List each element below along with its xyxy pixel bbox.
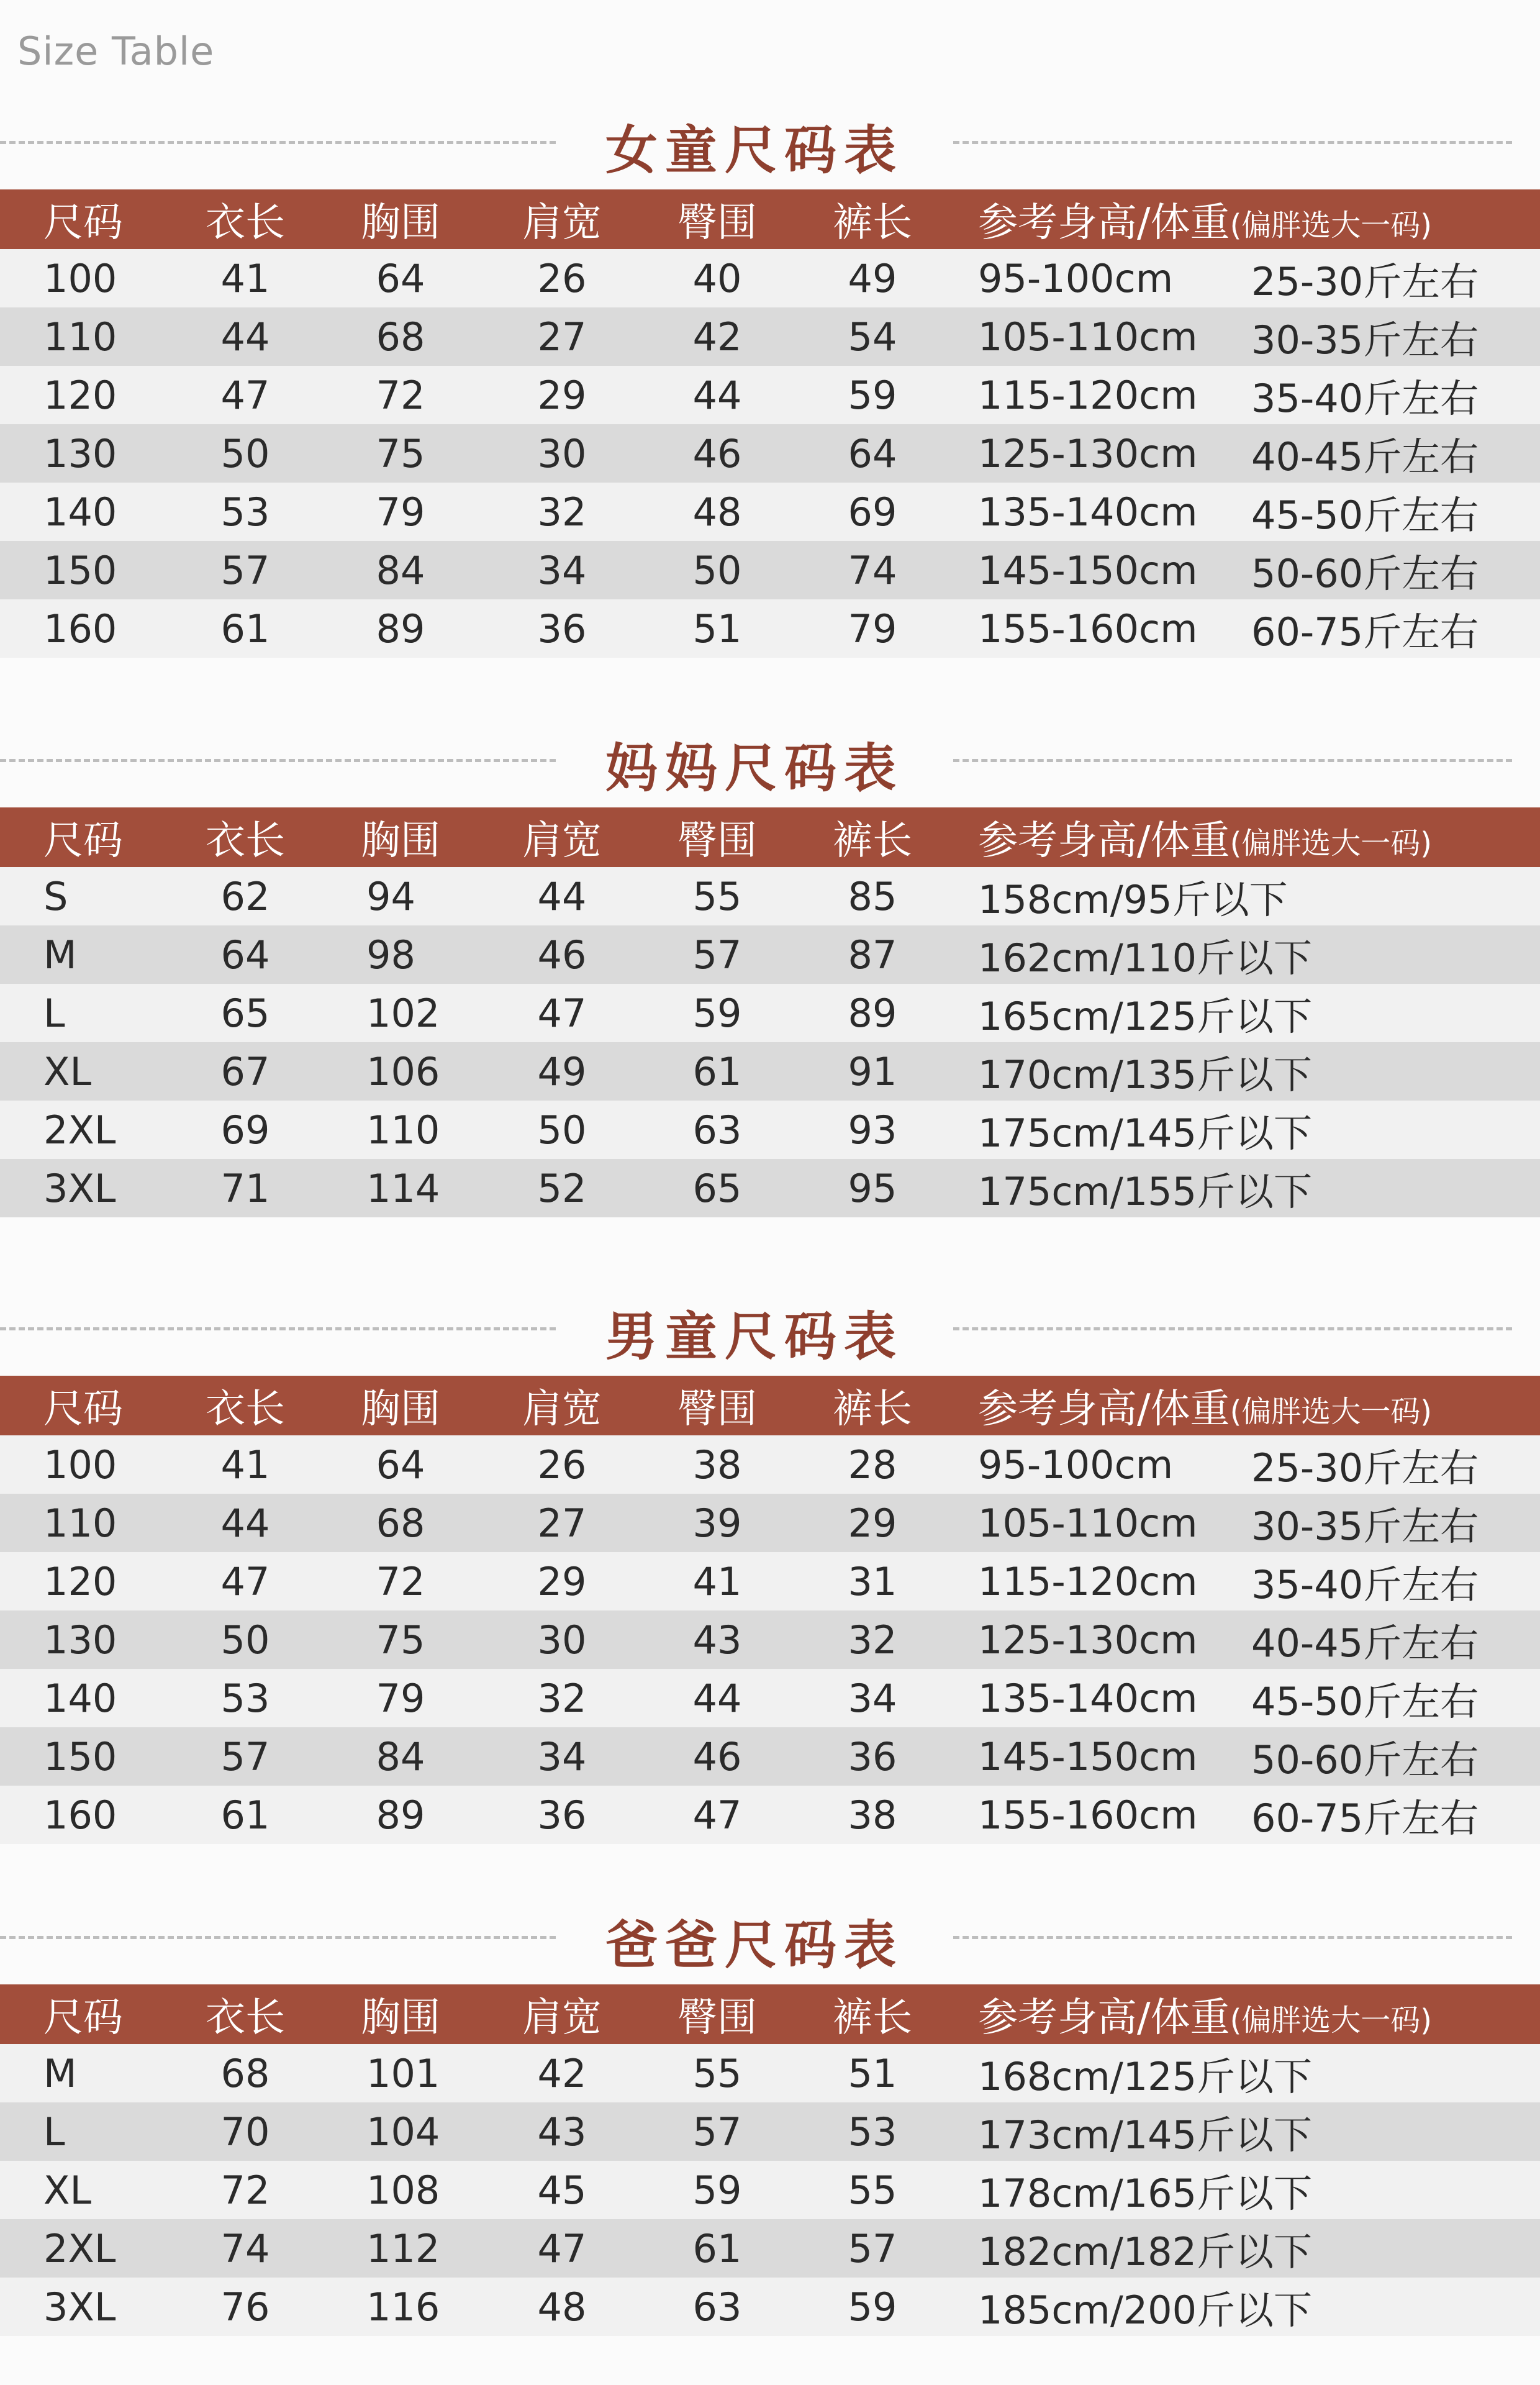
- size-up-note: (偏胖选大一码): [1230, 825, 1433, 861]
- table-row: [0, 249, 1540, 307]
- column-header: 胸围: [361, 1995, 440, 2041]
- table-cell: 57: [692, 2109, 742, 2155]
- column-header: 胸围: [361, 1386, 440, 1432]
- table-cell: 60-75斤左右: [1251, 1795, 1479, 1841]
- table-cell: 32: [537, 1675, 587, 1721]
- table-cell: 110: [366, 1107, 440, 1153]
- table-cell: 57: [692, 932, 742, 978]
- table-cell: XL: [43, 2167, 92, 2213]
- table-cell: 54: [848, 314, 897, 360]
- table-cell: 62: [220, 873, 270, 919]
- table-cell: 42: [537, 2050, 587, 2096]
- table-cell: 140: [43, 1675, 117, 1721]
- table-cell: 84: [376, 1733, 425, 1779]
- table-cell: 64: [376, 255, 425, 301]
- table-cell: 47: [220, 1558, 270, 1604]
- table-cell: 59: [692, 2167, 742, 2213]
- table-cell: 71: [220, 1165, 270, 1211]
- table-cell: 36: [848, 1733, 897, 1779]
- table-cell: 72: [376, 372, 425, 418]
- table-row: [0, 1669, 1540, 1727]
- table-cell: XL: [43, 1048, 92, 1094]
- table-cell: 98: [366, 932, 415, 978]
- table-cell: 87: [848, 932, 897, 978]
- table-cell: 76: [220, 2284, 270, 2330]
- reference-label: 参考身高/体重: [978, 1995, 1230, 2041]
- table-cell: 155-160cm: [978, 606, 1198, 652]
- table-row: [0, 599, 1540, 658]
- table-cell: 43: [537, 2109, 587, 2155]
- table-cell: 85: [848, 873, 897, 919]
- table-cell: 50-60斤左右: [1251, 1737, 1479, 1783]
- column-header: 衣长: [206, 1995, 285, 2041]
- table-cell: 63: [692, 1107, 742, 1153]
- table-cell: 125-130cm: [978, 1617, 1198, 1663]
- table-cell: 26: [537, 1442, 587, 1488]
- table-cell: 36: [537, 1792, 587, 1838]
- table-cell: 75: [376, 430, 425, 476]
- table-cell: 69: [220, 1107, 270, 1153]
- table-cell: 36: [537, 606, 587, 652]
- table-cell: 160: [43, 606, 117, 652]
- table-cell: 74: [848, 547, 897, 593]
- table-cell: 40-45斤左右: [1251, 434, 1479, 479]
- table-cell: 70: [220, 2109, 270, 2155]
- table-cell: M: [43, 2050, 77, 2096]
- table-row: [0, 1435, 1540, 1494]
- table-cell: 46: [537, 932, 587, 978]
- table-cell: 30-35斤左右: [1251, 317, 1479, 363]
- table-header-row: [0, 189, 1540, 249]
- table-row: [0, 2219, 1540, 2278]
- table-cell: 100: [43, 1442, 117, 1488]
- table-row: [0, 1610, 1540, 1669]
- table-cell: 49: [537, 1048, 587, 1094]
- table-cell: 2XL: [43, 2225, 116, 2271]
- table-cell: 29: [848, 1500, 897, 1546]
- table-row: [0, 2102, 1540, 2161]
- table-row: [0, 424, 1540, 483]
- section-title-row: [0, 1283, 1540, 1376]
- table-cell: 55: [692, 2050, 742, 2096]
- table-cell: 64: [376, 1442, 425, 1488]
- table-cell: 44: [220, 1500, 270, 1546]
- table-cell: 44: [692, 1675, 742, 1721]
- section-title-row: [0, 1891, 1540, 1984]
- table-row: [0, 2278, 1540, 2336]
- table-cell: 31: [848, 1558, 897, 1604]
- table-cell: 47: [692, 1792, 742, 1838]
- table-cell: 35-40斤左右: [1251, 1561, 1479, 1607]
- table-cell: 89: [848, 990, 897, 1036]
- table-cell: 68: [376, 314, 425, 360]
- reference-label: 参考身高/体重: [978, 818, 1230, 864]
- table-cell: 27: [537, 1500, 587, 1546]
- table-row: [0, 307, 1540, 366]
- dashed-divider: [0, 759, 556, 762]
- table-cell: 120: [43, 372, 117, 418]
- table-cell: 130: [43, 430, 117, 476]
- table-cell: 145-150cm: [978, 1733, 1198, 1779]
- column-header-reference: [978, 1376, 1432, 1435]
- table-cell: 105-110cm: [978, 314, 1198, 360]
- table-cell: 72: [220, 2167, 270, 2213]
- table-cell: 93: [848, 1107, 897, 1153]
- table-cell: 61: [692, 2225, 742, 2271]
- table-cell: 47: [220, 372, 270, 418]
- table-cell: 32: [537, 489, 587, 535]
- column-header: 肩宽: [522, 818, 602, 864]
- table-header-row: [0, 1984, 1540, 2044]
- table-cell: 47: [537, 990, 587, 1036]
- dashed-divider: [953, 1327, 1512, 1330]
- table-cell: 89: [376, 1792, 425, 1838]
- table-cell: 38: [848, 1792, 897, 1838]
- table-cell: 150: [43, 547, 117, 593]
- column-header: 尺码: [43, 1995, 123, 2041]
- table-cell: 95-100cm: [978, 1442, 1174, 1488]
- column-header: 裤长: [833, 1995, 912, 2041]
- table-cell: 35-40斤左右: [1251, 375, 1479, 421]
- column-header: 胸围: [361, 818, 440, 864]
- table-cell: 65: [220, 990, 270, 1036]
- table-cell: 65: [692, 1165, 742, 1211]
- table-cell: L: [43, 990, 65, 1036]
- table-cell: 68: [376, 1500, 425, 1546]
- table-cell: 50: [220, 430, 270, 476]
- table-cell: 91: [848, 1048, 897, 1094]
- section-title-row: [0, 714, 1540, 807]
- column-header: 胸围: [361, 200, 440, 246]
- size-up-note: (偏胖选大一码): [1230, 207, 1433, 243]
- table-cell: L: [43, 2109, 65, 2155]
- table-cell: 26: [537, 255, 587, 301]
- table-cell: 51: [848, 2050, 897, 2096]
- table-cell: 173cm/145斤以下: [978, 2112, 1313, 2158]
- table-cell: 34: [537, 1733, 587, 1779]
- reference-label: 参考身高/体重: [978, 200, 1230, 246]
- table-cell: 47: [537, 2225, 587, 2271]
- column-header: 臀围: [677, 1386, 757, 1432]
- table-cell: 34: [848, 1675, 897, 1721]
- table-cell: M: [43, 932, 77, 978]
- table-cell: 55: [692, 873, 742, 919]
- table-cell: 125-130cm: [978, 430, 1198, 476]
- table-cell: 178cm/165斤以下: [978, 2170, 1313, 2216]
- table-row: [0, 984, 1540, 1042]
- section-title: 爸爸尺码表: [605, 1915, 904, 1976]
- table-row: [0, 483, 1540, 541]
- table-cell: 168cm/125斤以下: [978, 2053, 1313, 2099]
- table-cell: 39: [692, 1500, 742, 1546]
- table-cell: 175cm/155斤以下: [978, 1168, 1313, 1214]
- table-cell: 104: [366, 2109, 440, 2155]
- dashed-divider: [0, 1936, 556, 1939]
- table-cell: 89: [376, 606, 425, 652]
- column-header: 臀围: [677, 818, 757, 864]
- table-cell: 116: [366, 2284, 440, 2330]
- table-row: [0, 867, 1540, 925]
- size-table-section: [0, 1283, 1540, 1844]
- table-cell: 40: [692, 255, 742, 301]
- table-cell: 135-140cm: [978, 1675, 1198, 1721]
- table-header-row: [0, 807, 1540, 867]
- dashed-divider: [0, 1327, 556, 1330]
- table-cell: 57: [220, 547, 270, 593]
- table-row: [0, 1552, 1540, 1610]
- table-cell: 67: [220, 1048, 270, 1094]
- table-cell: 61: [220, 1792, 270, 1838]
- table-cell: 114: [366, 1165, 440, 1211]
- table-cell: 52: [537, 1165, 587, 1211]
- column-header: 裤长: [833, 818, 912, 864]
- table-cell: 30: [537, 430, 587, 476]
- section-title: 男童尺码表: [605, 1306, 904, 1367]
- column-header: 衣长: [206, 1386, 285, 1432]
- table-cell: 74: [220, 2225, 270, 2271]
- table-cell: 63: [692, 2284, 742, 2330]
- table-cell: 30-35斤左右: [1251, 1503, 1479, 1549]
- table-cell: 112: [366, 2225, 440, 2271]
- table-cell: 105-110cm: [978, 1500, 1198, 1546]
- table-cell: 106: [366, 1048, 440, 1094]
- table-row: [0, 366, 1540, 424]
- column-header-reference: [978, 807, 1432, 867]
- dashed-divider: [953, 141, 1512, 144]
- table-cell: 44: [537, 873, 587, 919]
- table-cell: 72: [376, 1558, 425, 1604]
- table-cell: 102: [366, 990, 440, 1036]
- table-cell: 44: [220, 314, 270, 360]
- column-header: 衣长: [206, 200, 285, 246]
- table-cell: 61: [220, 606, 270, 652]
- table-cell: 79: [848, 606, 897, 652]
- table-cell: 75: [376, 1617, 425, 1663]
- table-cell: 46: [692, 430, 742, 476]
- table-row: [0, 925, 1540, 984]
- table-cell: 120: [43, 1558, 117, 1604]
- reference-label: 参考身高/体重: [978, 1386, 1230, 1432]
- column-header: 臀围: [677, 200, 757, 246]
- table-cell: 53: [220, 489, 270, 535]
- size-up-note: (偏胖选大一码): [1230, 2002, 1433, 2038]
- section-title-row: [0, 96, 1540, 189]
- table-cell: 50: [537, 1107, 587, 1153]
- table-cell: 115-120cm: [978, 1558, 1198, 1604]
- table-cell: 44: [692, 372, 742, 418]
- table-cell: 41: [220, 255, 270, 301]
- table-cell: 53: [848, 2109, 897, 2155]
- table-cell: 68: [220, 2050, 270, 2096]
- table-cell: 162cm/110斤以下: [978, 935, 1313, 981]
- table-cell: 29: [537, 372, 587, 418]
- table-cell: 110: [43, 1500, 117, 1546]
- column-header: 衣长: [206, 818, 285, 864]
- table-cell: 42: [692, 314, 742, 360]
- dashed-divider: [953, 1936, 1512, 1939]
- table-cell: 57: [848, 2225, 897, 2271]
- table-row: [0, 2044, 1540, 2102]
- table-cell: 45-50斤左右: [1251, 492, 1479, 538]
- table-cell: 28: [848, 1442, 897, 1488]
- table-cell: 45-50斤左右: [1251, 1678, 1479, 1724]
- size-table-section: [0, 96, 1540, 658]
- table-cell: 30: [537, 1617, 587, 1663]
- table-cell: 61: [692, 1048, 742, 1094]
- table-cell: 38: [692, 1442, 742, 1488]
- column-header: 尺码: [43, 818, 123, 864]
- table-cell: 182cm/182斤以下: [978, 2228, 1313, 2274]
- table-cell: 59: [848, 2284, 897, 2330]
- table-cell: 158cm/95斤以下: [978, 876, 1288, 922]
- table-cell: 50: [220, 1617, 270, 1663]
- table-cell: 53: [220, 1675, 270, 1721]
- section-title: 妈妈尺码表: [605, 738, 904, 799]
- table-cell: 160: [43, 1792, 117, 1838]
- table-cell: 60-75斤左右: [1251, 609, 1479, 655]
- table-row: [0, 1159, 1540, 1217]
- table-cell: 108: [366, 2167, 440, 2213]
- column-header: 尺码: [43, 1386, 123, 1432]
- table-cell: 46: [692, 1733, 742, 1779]
- table-cell: 55: [848, 2167, 897, 2213]
- table-cell: 48: [537, 2284, 587, 2330]
- table-row: [0, 2161, 1540, 2219]
- table-cell: 145-150cm: [978, 547, 1198, 593]
- table-row: [0, 1042, 1540, 1101]
- table-cell: 79: [376, 489, 425, 535]
- table-cell: 2XL: [43, 1107, 116, 1153]
- table-cell: 59: [692, 990, 742, 1036]
- table-cell: 100: [43, 255, 117, 301]
- table-cell: 94: [366, 873, 415, 919]
- table-cell: 185cm/200斤以下: [978, 2287, 1313, 2333]
- table-cell: 49: [848, 255, 897, 301]
- table-cell: 25-30斤左右: [1251, 258, 1479, 304]
- table-cell: 48: [692, 489, 742, 535]
- column-header: 臀围: [677, 1995, 757, 2041]
- column-header: 裤长: [833, 200, 912, 246]
- table-cell: 110: [43, 314, 117, 360]
- section-title: 女童尺码表: [605, 120, 904, 181]
- table-cell: 130: [43, 1617, 117, 1663]
- table-cell: 40-45斤左右: [1251, 1620, 1479, 1666]
- column-header: 肩宽: [522, 1995, 602, 2041]
- table-cell: 150: [43, 1733, 117, 1779]
- table-cell: 41: [220, 1442, 270, 1488]
- table-cell: 34: [537, 547, 587, 593]
- size-table-section: [0, 714, 1540, 1217]
- table-cell: 41: [692, 1558, 742, 1604]
- dashed-divider: [0, 141, 556, 144]
- dashed-divider: [953, 759, 1512, 762]
- table-cell: 3XL: [43, 1165, 116, 1211]
- table-cell: 64: [220, 932, 270, 978]
- table-row: [0, 1786, 1540, 1844]
- table-cell: 32: [848, 1617, 897, 1663]
- table-cell: 165cm/125斤以下: [978, 993, 1313, 1039]
- table-cell: 170cm/135斤以下: [978, 1052, 1313, 1097]
- table-row: [0, 1494, 1540, 1552]
- size-up-note: (偏胖选大一码): [1230, 1394, 1433, 1429]
- table-cell: 95: [848, 1165, 897, 1211]
- table-cell: 57: [220, 1733, 270, 1779]
- table-cell: 135-140cm: [978, 489, 1198, 535]
- table-row: [0, 1727, 1540, 1786]
- table-cell: S: [43, 873, 68, 919]
- column-header: 肩宽: [522, 200, 602, 246]
- column-header: 裤长: [833, 1386, 912, 1432]
- column-header-reference: [978, 189, 1432, 249]
- size-table-section: [0, 1891, 1540, 2336]
- table-cell: 155-160cm: [978, 1792, 1198, 1838]
- table-cell: 45: [537, 2167, 587, 2213]
- table-cell: 115-120cm: [978, 372, 1198, 418]
- table-row: [0, 1101, 1540, 1159]
- table-cell: 50-60斤左右: [1251, 550, 1479, 596]
- table-cell: 84: [376, 547, 425, 593]
- table-row: [0, 541, 1540, 599]
- column-header: 肩宽: [522, 1386, 602, 1432]
- table-cell: 140: [43, 489, 117, 535]
- table-cell: 101: [366, 2050, 440, 2096]
- table-cell: 29: [537, 1558, 587, 1604]
- table-cell: 64: [848, 430, 897, 476]
- table-cell: 43: [692, 1617, 742, 1663]
- table-cell: 69: [848, 489, 897, 535]
- column-header: 尺码: [43, 200, 123, 246]
- table-header-row: [0, 1376, 1540, 1435]
- table-cell: 51: [692, 606, 742, 652]
- table-cell: 95-100cm: [978, 255, 1174, 301]
- table-cell: 3XL: [43, 2284, 116, 2330]
- table-cell: 25-30斤左右: [1251, 1445, 1479, 1491]
- page-label: Size Table: [17, 29, 215, 74]
- table-cell: 79: [376, 1675, 425, 1721]
- table-cell: 59: [848, 372, 897, 418]
- table-cell: 27: [537, 314, 587, 360]
- table-cell: 50: [692, 547, 742, 593]
- column-header-reference: [978, 1984, 1432, 2044]
- table-cell: 175cm/145斤以下: [978, 1110, 1313, 1156]
